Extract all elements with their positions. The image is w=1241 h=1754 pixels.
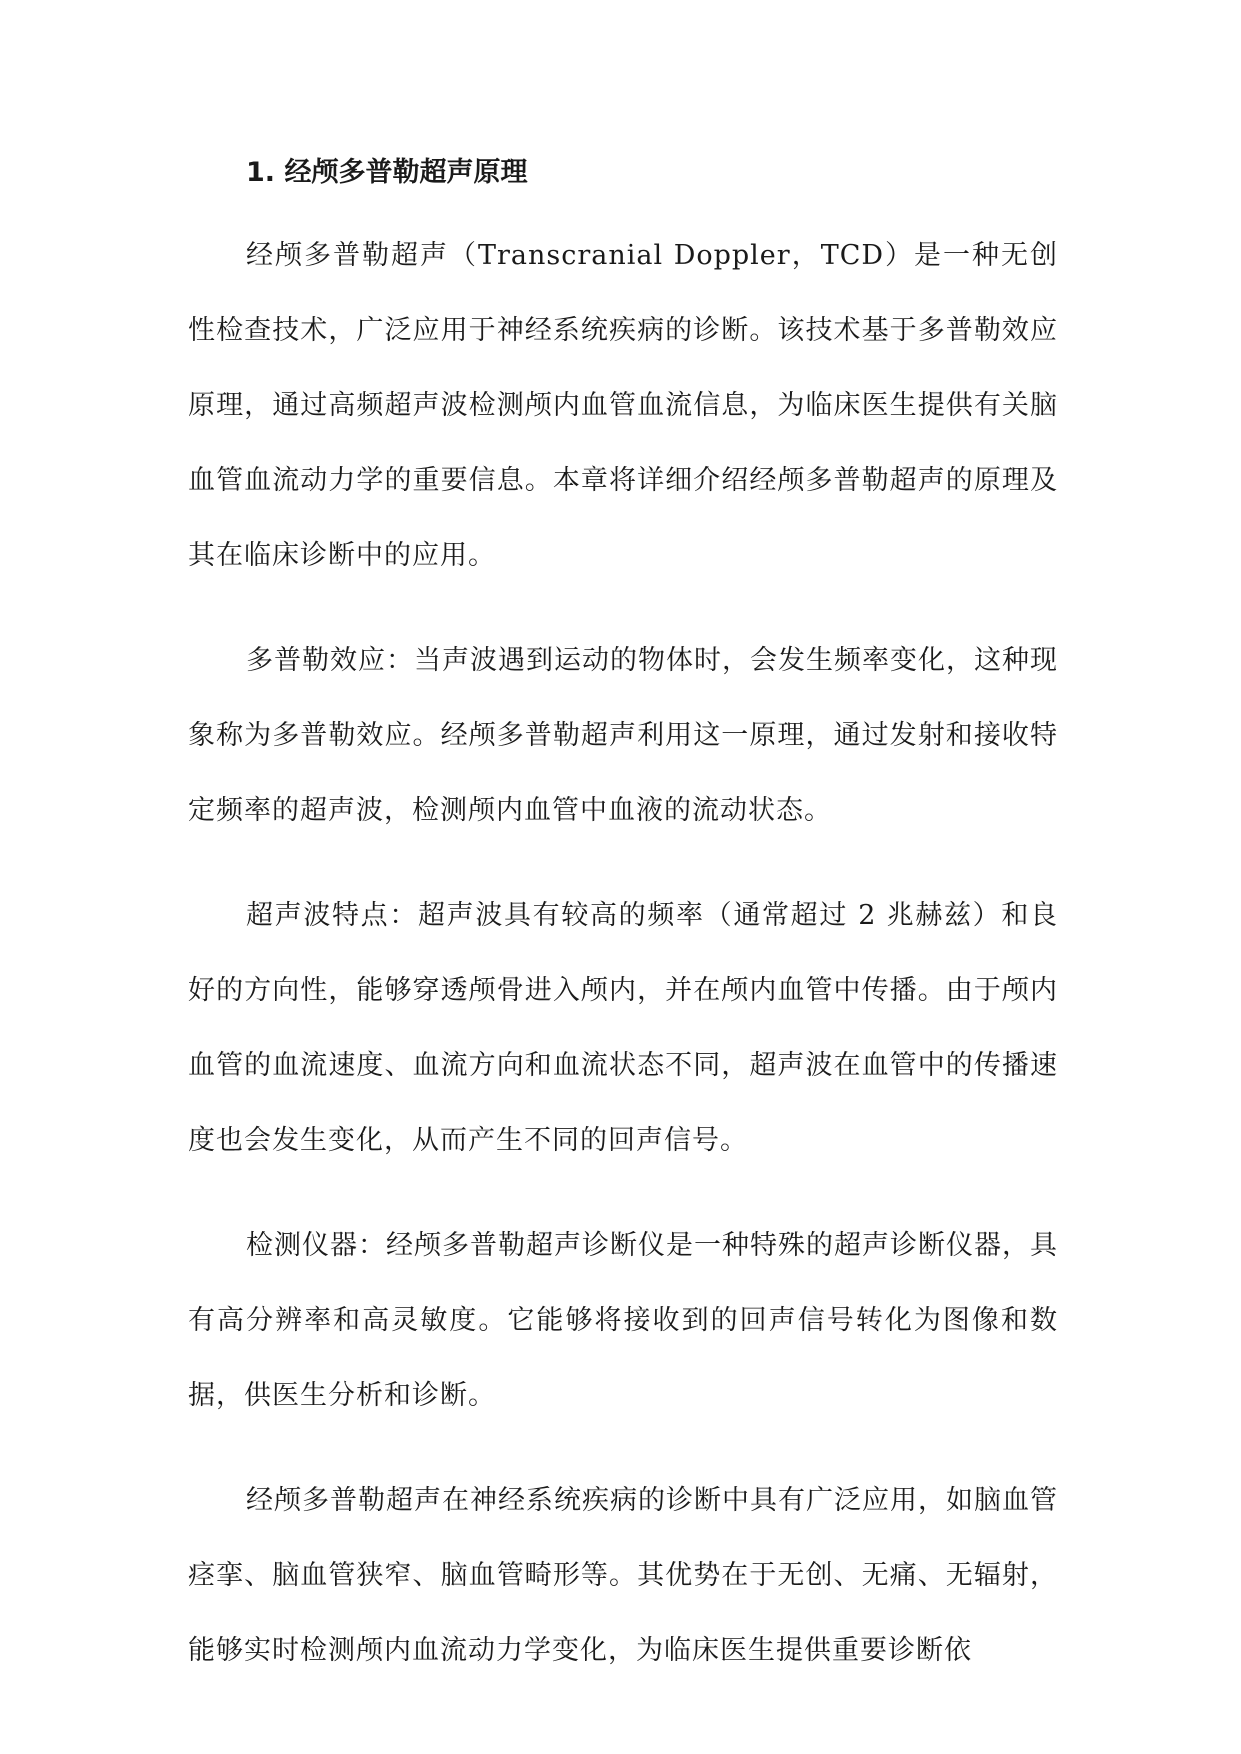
paragraph-ultrasound-features: 超声波特点：超声波具有较高的频率（通常超过 2 兆赫兹）和良好的方向性，能够穿透颅骨进入颅内，并在颅内血管中传播。由于颅内血管的血流速度、血流方向和血流状态不同，超声波在血管中的传播速度也会发生变化，从而产生不同的回声信号。: [188, 900, 1058, 1156]
paragraph-detection-instrument: 检测仪器：经颅多普勒超声诊断仪是一种特殊的超声诊断仪器，具有高分辨率和高灵敏度。它能够将接收到的回声信号转化为图像和数据，供医生分析和诊断。: [188, 1230, 1058, 1411]
paragraph-doppler-effect: 多普勒效应：当声波遇到运动的物体时，会发生频率变化，这种现象称为多普勒效应。经颅多普勒超声利用这一原理，通过发射和接收特定频率的超声波，检测颅内血管中血液的流动状态。: [188, 645, 1058, 826]
paragraph-clinical-application: 经颅多普勒超声在神经系统疾病的诊断中具有广泛应用，如脑血管痉挛、脑血管狭窄、脑血管畸形等。其优势在于无创、无痛、无辐射，能够实时检测颅内血流动力学变化，为临床医生提供重要诊断依: [188, 1485, 1058, 1666]
section-heading: 1. 经颅多普勒超声原理: [246, 157, 528, 188]
paragraph-intro: 经颅多普勒超声（Transcranial Doppler，TCD）是一种无创性检查技术，广泛应用于神经系统疾病的诊断。该技术基于多普勒效应原理，通过高频超声波检测颅内血管血流信息，为临床医生提供有关脑血管血流动力学的重要信息。本章将详细介绍经颅多普勒超声的原理及其在临床诊断中的应用。: [188, 240, 1058, 571]
document-page: [188, 150, 1058, 1688]
